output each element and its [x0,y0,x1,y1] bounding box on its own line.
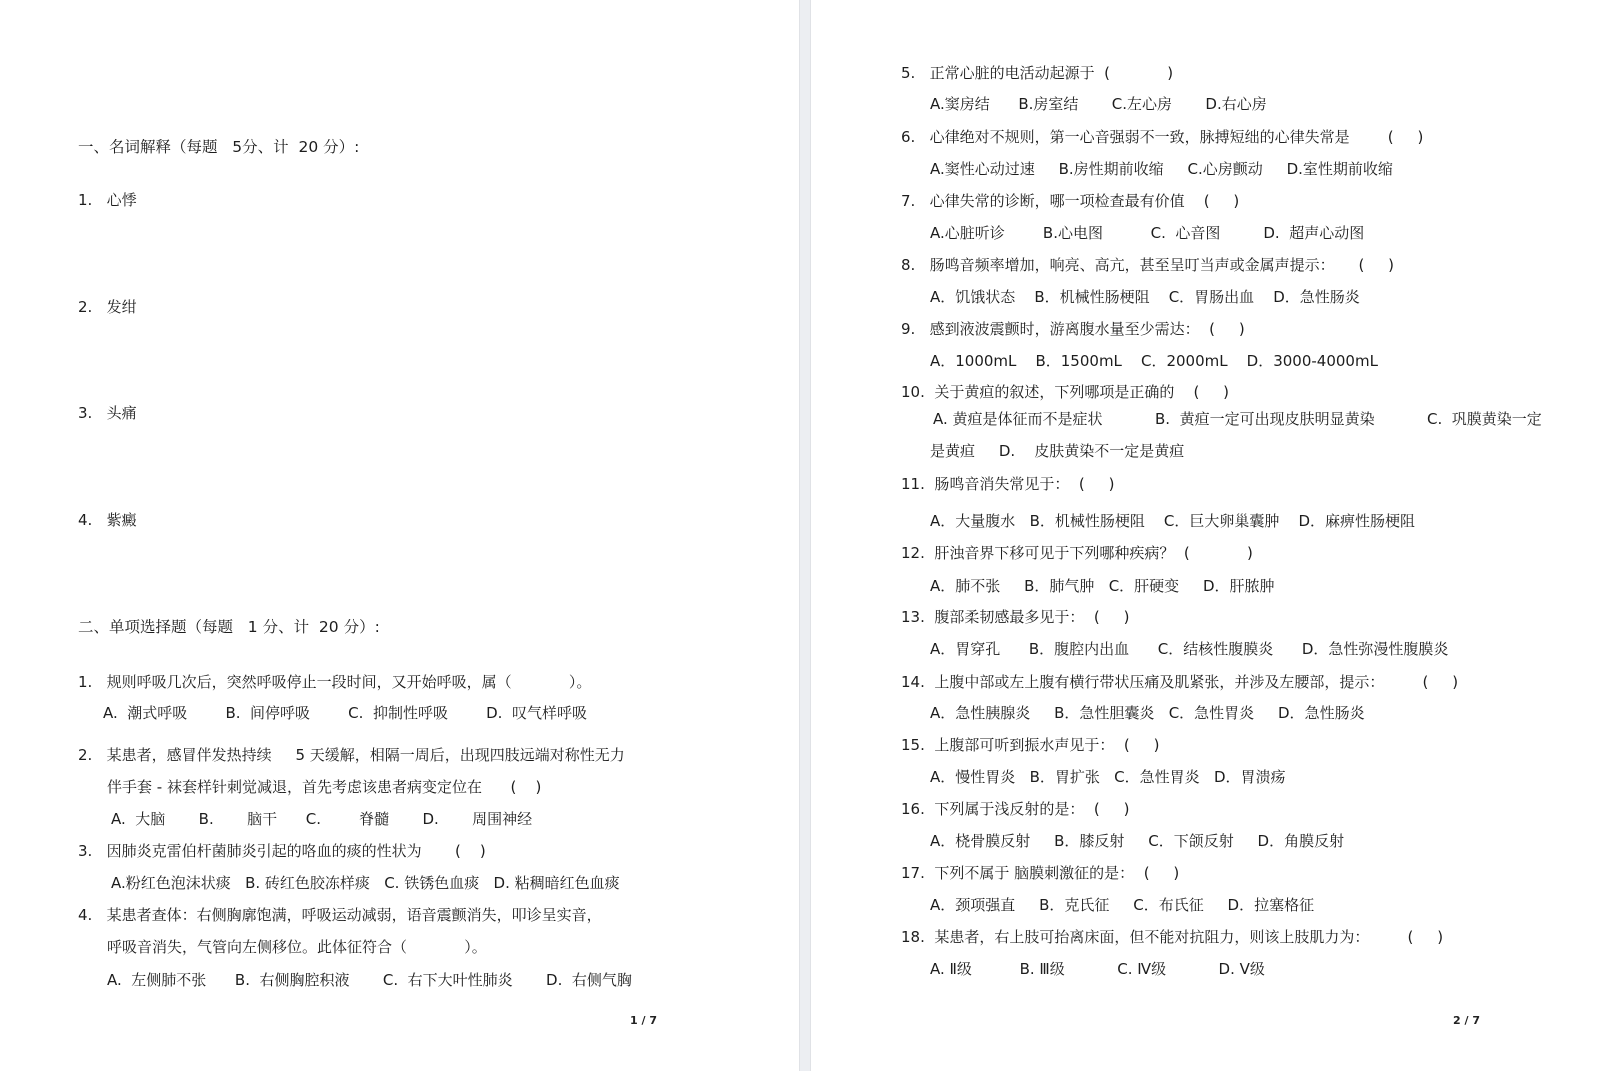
question-options: 是黄疸 D. 皮肤黄染不一定是黄疸 [930,442,1185,460]
question-options: A．颈项强直 B．克氏征 C．布氏征 D．拉塞格征 [930,896,1315,914]
page-number: 2 / 7 [1453,1014,1480,1027]
question-options: A. 黄疸是体征而不是症状 B. 黄疸一定可出现皮肤明显黄染 C. 巩膜黄染一定 [933,410,1542,428]
question-options: A.粉红色泡沫状痰 B. 砖红色胶冻样痰 C. 铁锈色血痰 D. 粘稠暗红色血痰 [111,874,620,892]
question-text: 14. 上腹中部或左上腹有横行带状压痛及肌紧张，并涉及左腰部，提示： ( ) [901,673,1459,691]
question-options: A.窦性心动过速 B.房性期前收缩 C.心房颤动 D.室性期前收缩 [930,160,1393,178]
page-separator [799,0,811,1071]
question-text: 呼吸音消失，气管向左侧移位。此体征符合（ ）。 [107,938,487,956]
section-heading-choice: 二、单项选择题（每题 1 分、计 20 分）: [78,618,380,636]
term-item: 1. 心悸 [78,191,137,209]
question-options: A．胃穿孔 B．腹腔内出血 C．结核性腹膜炎 D．急性弥漫性腹膜炎 [930,640,1449,658]
question-options: A．大量腹水 B．机械性肠梗阻 C．巨大卵巢囊肿 D．麻痹性肠梗阻 [930,512,1416,530]
question-text: 10. 关于黄疸的叙述，下列哪项是正确的 ( ) [901,383,1230,401]
question-options: A．桡骨膜反射 B．膝反射 C．下颌反射 D．角膜反射 [930,832,1345,850]
section-heading-definitions: 一、名词解释（每题 5分、计 20 分）: [78,138,360,156]
question-text: 18. 某患者，右上肢可抬离床面，但不能对抗阻力，则该上肢肌力为： ( ) [901,928,1444,946]
question-options: A. 左侧肺不张 B. 右侧胸腔积液 C. 右下大叶性肺炎 D. 右侧气胸 [107,971,632,989]
question-text: 12. 肝浊音界下移可见于下列哪种疾病？ ( ) [901,544,1253,562]
term-item: 3. 头痛 [78,404,137,422]
term-item: 4. 紫癜 [78,511,137,529]
question-text: 伴手套 - 袜套样针刺觉减退，首先考虑该患者病变定位在 ( ) [107,778,542,796]
question-text: 3. 因肺炎克雷伯杆菌肺炎引起的咯血的痰的性状为 ( ) [78,842,486,860]
question-text: 9. 感到液波震颤时，游离腹水量至少需达： ( ) [901,320,1245,338]
question-options: A.窦房结 B.房室结 C.左心房 D.右心房 [930,95,1267,113]
question-text: 13. 腹部柔韧感最多见于： ( ) [901,608,1130,626]
question-text: 15. 上腹部可听到振水声见于： ( ) [901,736,1160,754]
question-options: A．肺不张 B．肺气肿 C．肝硬变 D．肝脓肿 [930,577,1275,595]
question-text: 2. 某患者，感冒伴发热持续 5 天缓解，相隔一周后，出现四肢远端对称性无力 [78,746,625,764]
term-item: 2. 发绀 [78,298,137,316]
question-options: A.心脏听诊 B.心电图 C. 心音图 D. 超声心动图 [930,224,1365,242]
question-options: A. 大脑 B. 脑干 C. 脊髓 D. 周围神经 [111,810,533,828]
question-options: A. Ⅱ级 B. Ⅲ级 C. Ⅳ级 D. Ⅴ级 [930,960,1265,978]
question-text: 11. 肠鸣音消失常见于： ( ) [901,475,1115,493]
question-text: 7. 心律失常的诊断，哪一项检查最有价值 ( ) [901,192,1240,210]
question-text: 5. 正常心脏的电活动起源于 ( ) [901,64,1174,82]
question-text: 4. 某患者查体：右侧胸廓饱满，呼吸运动减弱，语音震颤消失，叩诊呈实音， [78,906,602,924]
question-text: 17. 下列不属于 脑膜刺激征的是： ( ) [901,864,1180,882]
page-number: 1 / 7 [630,1014,657,1027]
question-options: A．饥饿状态 B．机械性肠梗阻 C．胃肠出血 D．急性肠炎 [930,288,1360,306]
question-text: 1. 规则呼吸几次后，突然呼吸停止一段时间，又开始呼吸，属（ ）。 [78,673,592,691]
question-options: A．急性胰腺炎 B．急性胆囊炎 C．急性胃炎 D．急性肠炎 [930,704,1365,722]
question-options: A. 潮式呼吸 B. 间停呼吸 C. 抑制性呼吸 D. 叹气样呼吸 [103,704,587,722]
question-text: 8. 肠鸣音频率增加，响亮、高亢，甚至呈叮当声或金属声提示： ( ) [901,256,1395,274]
question-options: A．1000mL B．1500mL C．2000mL D．3000-4000mL [930,352,1378,370]
question-options: A．慢性胃炎 B．胃扩张 C．急性胃炎 D．胃溃疡 [930,768,1286,786]
question-text: 16. 下列属于浅反射的是： ( ) [901,800,1130,818]
document-page-1 [0,0,799,1071]
document-page-2 [811,0,1623,1071]
question-text: 6. 心律绝对不规则，第一心音强弱不一致，脉搏短绌的心律失常是 ( ) [901,128,1424,146]
